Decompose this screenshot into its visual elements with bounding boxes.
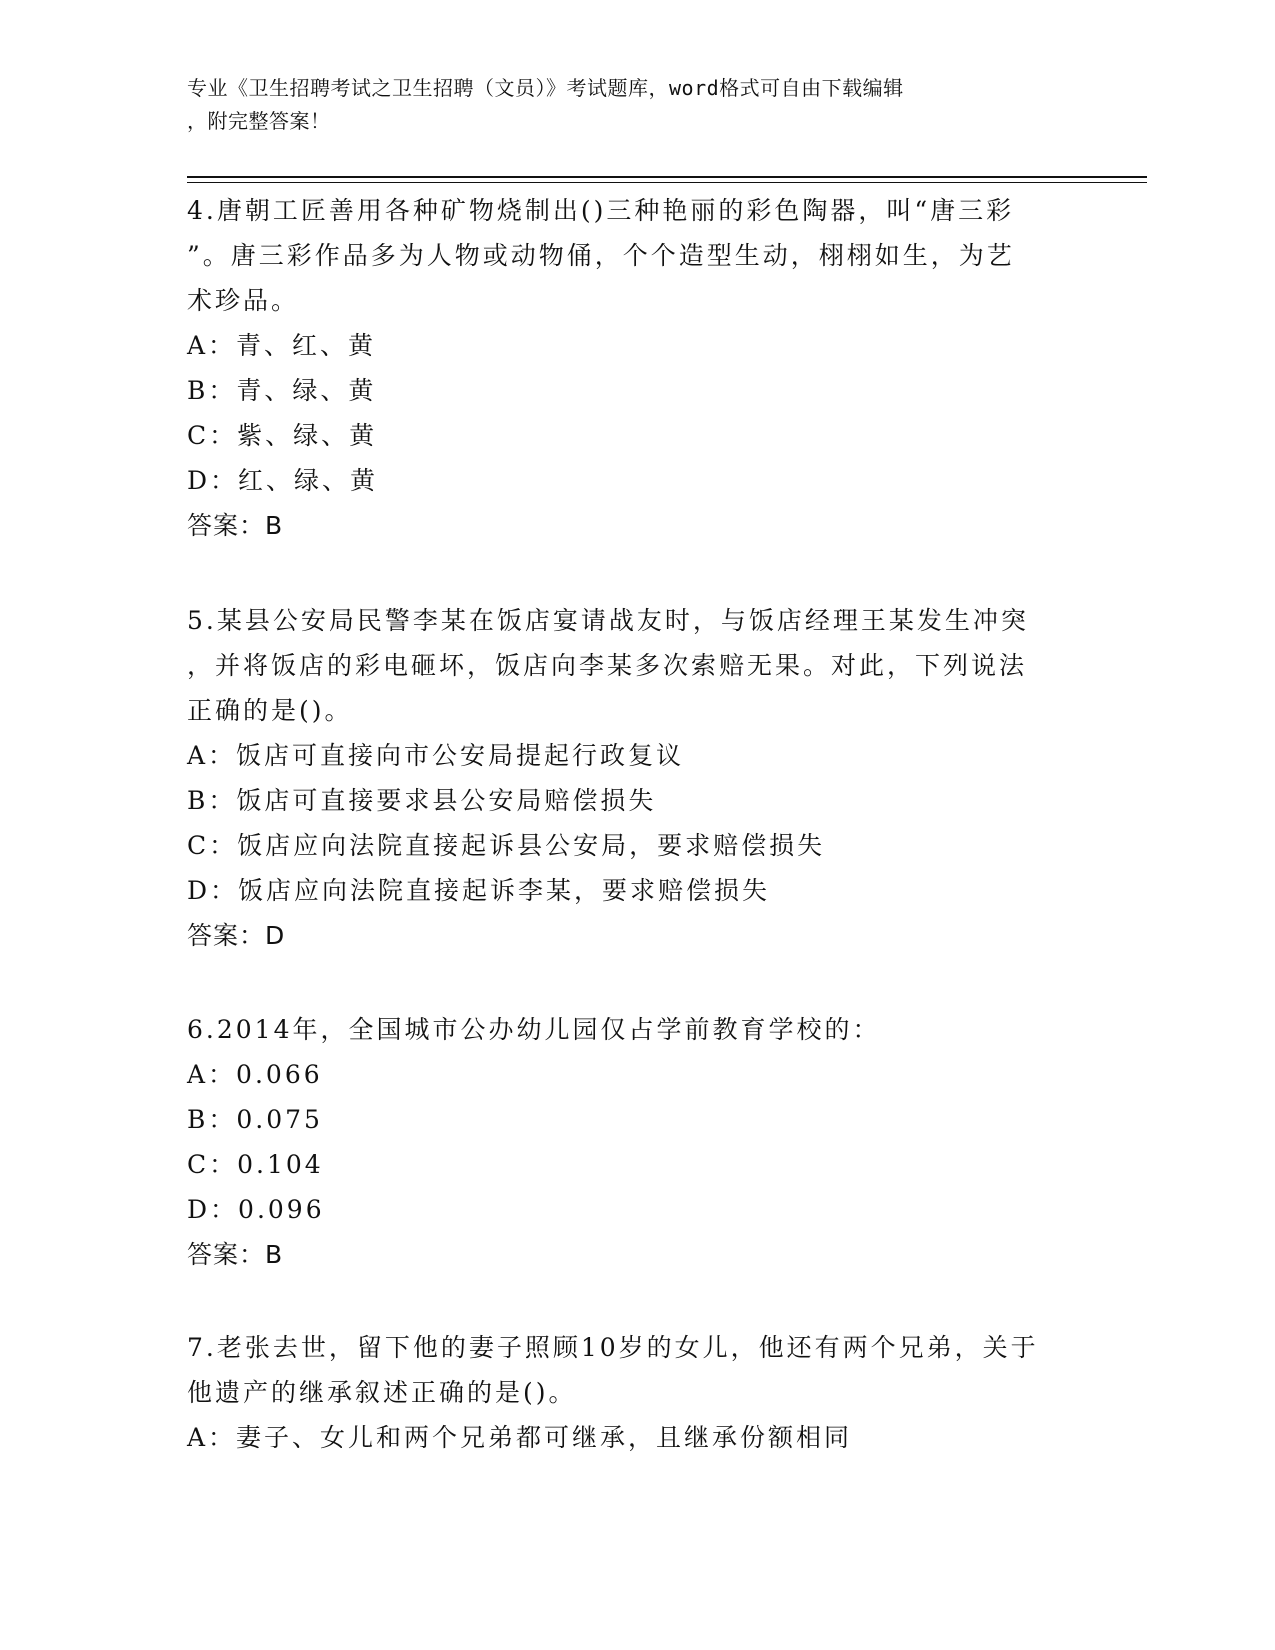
header-line-1: 专业《卫生招聘考试之卫生招聘（文员）》考试题库，word格式可自由下载编辑 [187, 76, 904, 100]
question-5-line-2: ，并将饭店的彩电砸坏，饭店向李某多次索赔无果。对此，下列说法 [187, 651, 1028, 680]
question-6-option-d: D：0.096 [187, 1195, 325, 1224]
question-4-option-d: D：红、绿、黄 [187, 466, 379, 495]
question-5-option-d: D：饭店应向法院直接起诉李某，要求赔偿损失 [187, 876, 771, 905]
question-5 [187, 598, 1067, 958]
question-5-answer: 答案：D [187, 921, 286, 950]
question-7-option-a: A：妻子、女儿和两个兄弟都可继承，且继承份额相同 [187, 1423, 853, 1452]
question-5-option-c: C：饭店应向法院直接起诉县公安局，要求赔偿损失 [187, 831, 826, 860]
document-header [187, 72, 1067, 138]
question-6-option-c: C：0.104 [187, 1150, 324, 1179]
question-6-option-b: B：0.075 [187, 1105, 323, 1134]
question-4-option-a: A：青、红、黄 [187, 331, 377, 360]
question-4-line-1: 4.唐朝工匠善用各种矿物烧制出()三种艳丽的彩色陶器，叫“唐三彩 [187, 196, 1015, 225]
question-4-answer: 答案：B [187, 511, 284, 540]
question-5-option-b: B：饭店可直接要求县公安局赔偿损失 [187, 786, 657, 815]
question-6-option-a: A：0.066 [187, 1060, 323, 1089]
question-7 [187, 1325, 1067, 1460]
question-5-line-1: 5.某县公安局民警李某在饭店宴请战友时，与饭店经理王某发生冲突 [187, 606, 1029, 635]
question-4 [187, 188, 1067, 548]
question-4-line-3: 术珍品。 [187, 286, 300, 315]
question-6-answer: 答案：B [187, 1240, 284, 1269]
question-5-option-a: A：饭店可直接向市公安局提起行政复议 [187, 741, 685, 770]
header-line-2: ，附完整答案！ [187, 109, 331, 133]
header-divider-thin [187, 182, 1147, 183]
question-5-line-3: 正确的是()。 [187, 696, 353, 725]
question-4-option-b: B：青、绿、黄 [187, 376, 377, 405]
question-4-line-2: ”。唐三彩作品多为人物或动物俑，个个造型生动，栩栩如生，为艺 [187, 241, 1015, 270]
question-4-option-c: C：紫、绿、黄 [187, 421, 378, 450]
question-6-line-1: 6.2014年，全国城市公办幼儿园仅占学前教育学校的： [187, 1015, 881, 1044]
question-7-line-2: 他遗产的继承叙述正确的是()。 [187, 1378, 577, 1407]
question-6 [187, 1007, 1067, 1277]
header-divider [187, 176, 1147, 178]
question-7-line-1: 7.老张去世，留下他的妻子照顾10岁的女儿，他还有两个兄弟，关于 [187, 1333, 1039, 1362]
